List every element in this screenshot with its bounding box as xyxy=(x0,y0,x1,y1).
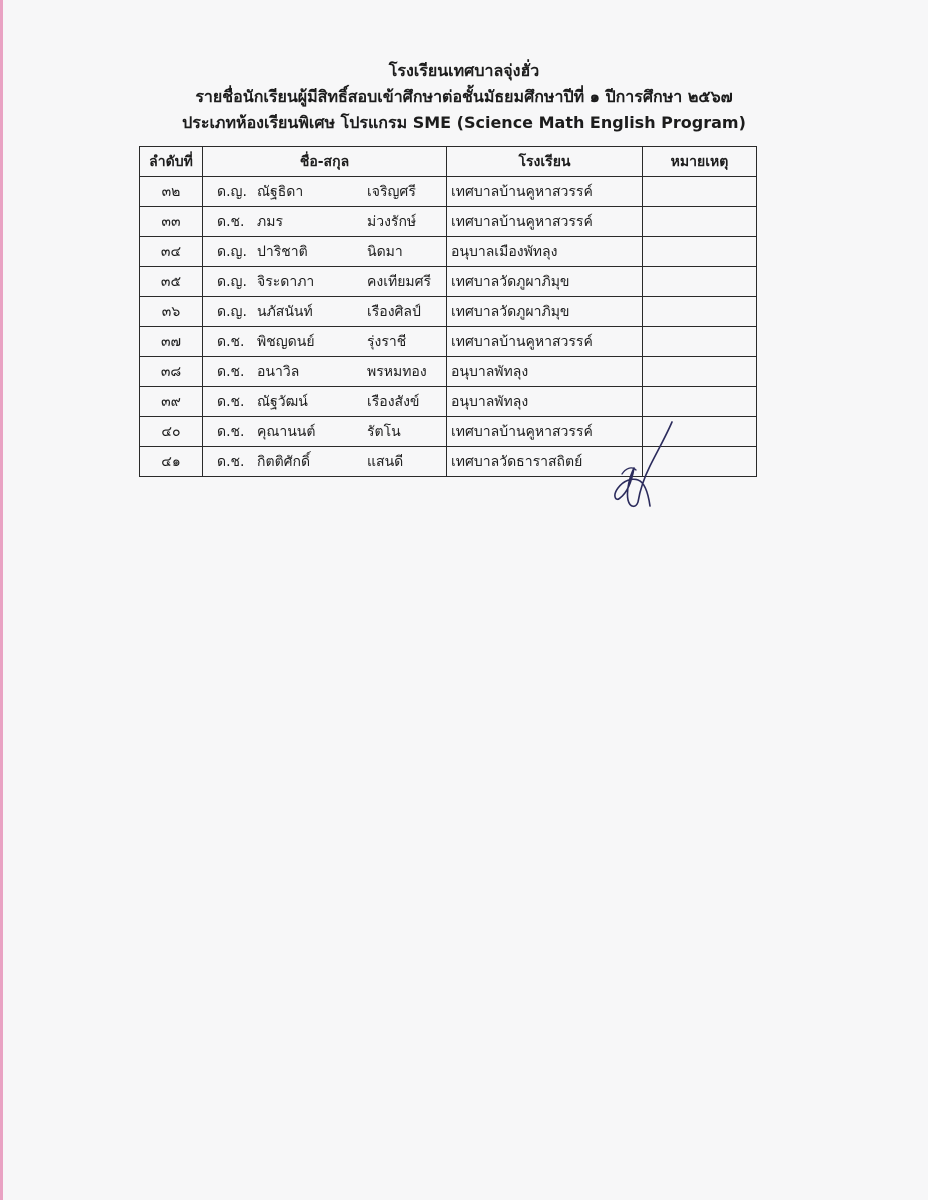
remark-cell xyxy=(643,207,757,237)
remark-cell xyxy=(643,387,757,417)
school-cell: เทศบาลบ้านคูหาสวรรค์ xyxy=(447,417,643,447)
first-name: ณัฐธิดา xyxy=(257,183,304,200)
remark-cell xyxy=(643,297,757,327)
name-prefix: ด.ช. xyxy=(217,423,245,440)
first-name: นภัสนันท์ xyxy=(257,303,313,320)
table-row xyxy=(140,357,757,387)
row-number: ๔๐ xyxy=(140,417,203,447)
row-number: ๔๑ xyxy=(140,447,203,477)
school-cell: เทศบาลบ้านคูหาสวรรค์ xyxy=(447,207,643,237)
table-header-row xyxy=(140,147,757,177)
name-prefix: ด.ญ. xyxy=(217,243,247,260)
last-name: รัตโน xyxy=(367,423,401,440)
row-number: ๓๒ xyxy=(140,177,203,207)
remark-cell xyxy=(643,237,757,267)
remark-cell xyxy=(643,327,757,357)
row-number: ๓๔ xyxy=(140,237,203,267)
first-name: ณัฐวัฒน์ xyxy=(257,393,308,410)
first-name: อนาวิล xyxy=(257,363,300,380)
school-cell: เทศบาลวัดภูผาภิมุข xyxy=(447,267,643,297)
name-prefix: ด.ญ. xyxy=(217,303,247,320)
last-name: เรืองศิลป์ xyxy=(367,303,421,320)
column-header-number: ลำดับที่ xyxy=(140,147,203,177)
last-name: เจริญศรี xyxy=(367,183,416,200)
first-name: จิระดาภา xyxy=(257,273,315,290)
row-number: ๓๕ xyxy=(140,267,203,297)
table-row xyxy=(140,327,757,357)
last-name: ม่วงรักษ์ xyxy=(367,213,417,230)
list-title: รายชื่อนักเรียนผู้มีสิทธิ์สอบเข้าศึกษาต่อชั้นมัธยมศึกษาปีที่ ๑ ปีการศึกษา ๒๕๖๗ xyxy=(195,87,733,106)
first-name: กิตติศักดิ์ xyxy=(257,453,311,470)
row-number: ๓๗ xyxy=(140,327,203,357)
first-name: พิชญดนย์ xyxy=(257,333,315,350)
name-prefix: ด.ช. xyxy=(217,453,245,470)
school-name: โรงเรียนเทศบาลจุ่งฮั่ว xyxy=(388,61,540,80)
school-cell: เทศบาลวัดธาราสถิตย์ xyxy=(447,447,643,477)
name-prefix: ด.ช. xyxy=(217,333,245,350)
row-number: ๓๘ xyxy=(140,357,203,387)
student-name-cell xyxy=(203,207,447,237)
row-number: ๓๙ xyxy=(140,387,203,417)
name-prefix: ด.ญ. xyxy=(217,273,247,290)
name-prefix: ด.ช. xyxy=(217,363,245,380)
student-name-cell xyxy=(203,177,447,207)
remark-cell xyxy=(643,357,757,387)
first-name: ภมร xyxy=(257,213,283,230)
table-row xyxy=(140,267,757,297)
student-name-cell xyxy=(203,237,447,267)
remark-cell xyxy=(643,267,757,297)
handwritten-signature-icon xyxy=(608,418,688,510)
last-name: นิดมา xyxy=(367,243,403,260)
last-name: พรหมทอง xyxy=(367,363,427,380)
school-cell: เทศบาลบ้านคูหาสวรรค์ xyxy=(447,327,643,357)
school-cell: อนุบาลพัทลุง xyxy=(447,387,643,417)
student-name-cell xyxy=(203,327,447,357)
school-cell: เทศบาลวัดภูผาภิมุข xyxy=(447,297,643,327)
table-row xyxy=(140,207,757,237)
name-prefix: ด.ญ. xyxy=(217,183,247,200)
program-title: ประเภทห้องเรียนพิเศษ โปรแกรม SME (Science Math English Program) xyxy=(182,113,746,132)
row-number: ๓๖ xyxy=(140,297,203,327)
student-name-cell xyxy=(203,417,447,447)
column-header-school: โรงเรียน xyxy=(447,147,643,177)
student-name-cell xyxy=(203,387,447,417)
school-cell: เทศบาลบ้านคูหาสวรรค์ xyxy=(447,177,643,207)
last-name: แสนดี xyxy=(367,453,404,470)
student-name-cell xyxy=(203,357,447,387)
name-prefix: ด.ช. xyxy=(217,393,245,410)
first-name: ปาริชาติ xyxy=(257,243,308,260)
last-name: คงเทียมศรี xyxy=(367,273,432,290)
school-cell: อนุบาลพัทลุง xyxy=(447,357,643,387)
column-header-remark: หมายเหตุ xyxy=(643,147,757,177)
table-row xyxy=(140,297,757,327)
document-header xyxy=(0,58,928,136)
row-number: ๓๓ xyxy=(140,207,203,237)
student-name-cell xyxy=(203,297,447,327)
page-edge-stripe xyxy=(0,0,3,1200)
remark-cell xyxy=(643,177,757,207)
school-cell: อนุบาลเมืองพัทลุง xyxy=(447,237,643,267)
last-name: เรืองสังข์ xyxy=(367,393,420,410)
table-row xyxy=(140,237,757,267)
table-row xyxy=(140,387,757,417)
table-row xyxy=(140,177,757,207)
first-name: คุณานนต์ xyxy=(257,423,316,440)
name-prefix: ด.ช. xyxy=(217,213,245,230)
column-header-name: ชื่อ-สกุล xyxy=(203,147,447,177)
student-name-cell xyxy=(203,267,447,297)
last-name: รุ่งราชี xyxy=(367,333,407,350)
student-name-cell xyxy=(203,447,447,477)
